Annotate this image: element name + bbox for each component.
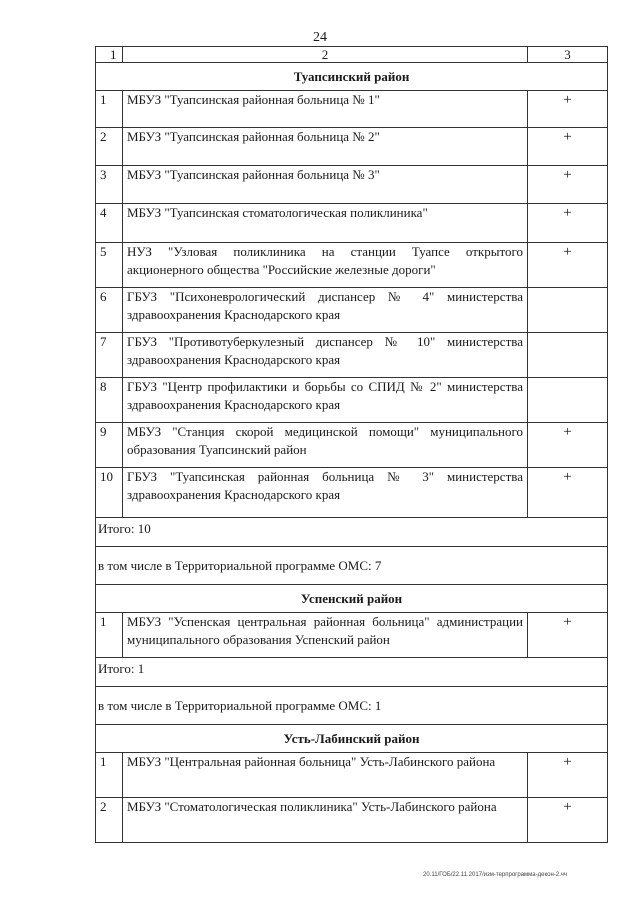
total-count: Итого: 10: [96, 518, 608, 547]
table-row: [96, 91, 608, 128]
total-count: Итого: 1: [96, 658, 608, 687]
table-row: [96, 613, 608, 658]
table-row: [96, 243, 608, 288]
table-row: [96, 166, 608, 204]
row-number: 5: [96, 243, 123, 288]
column-header-2: 2: [123, 47, 528, 63]
row-number: 9: [96, 423, 123, 468]
facility-name: МБУЗ "Туапсинская районная больница № 2": [123, 128, 528, 166]
total-row: [96, 518, 608, 547]
row-number: 10: [96, 468, 123, 518]
row-number: 1: [96, 753, 123, 798]
row-number: 1: [96, 613, 123, 658]
facility-name: МБУЗ "Станция скорой медицинской помощи" муниципального образования Туапсинский район: [123, 423, 528, 468]
section-header-tuapse: [96, 63, 608, 91]
table-row: [96, 128, 608, 166]
column-header-3: 3: [528, 47, 608, 63]
table-row: [96, 468, 608, 518]
facility-name: МБУЗ "Центральная районная больница" Усть-Лабинского района: [123, 753, 528, 798]
facility-name: МБУЗ "Туапсинская районная больница № 1": [123, 91, 528, 128]
table-row: [96, 204, 608, 243]
oms-row: [96, 687, 608, 725]
section-header-uspensky: [96, 585, 608, 613]
oms-mark: [528, 288, 608, 333]
facility-name: МБУЗ "Туапсинская районная больница № 3": [123, 166, 528, 204]
facility-name: МБУЗ "Туапсинская стоматологическая поликлиника": [123, 204, 528, 243]
oms-mark: +: [528, 798, 608, 843]
row-number: 1: [96, 91, 123, 128]
total-row: [96, 658, 608, 687]
oms-mark: +: [528, 91, 608, 128]
facility-name: МБУЗ "Успенская центральная районная больница" администрации муниципального образования Успенский район: [123, 613, 528, 658]
oms-mark: [528, 333, 608, 378]
oms-row: [96, 547, 608, 585]
oms-mark: +: [528, 128, 608, 166]
table-header-row: [96, 47, 608, 63]
oms-mark: +: [528, 753, 608, 798]
page-number: 24: [313, 30, 327, 45]
oms-count: в том числе в Территориальной программе ОМС: 1: [96, 687, 608, 725]
section-title: Усть-Лабинский район: [96, 725, 608, 753]
table-row: [96, 798, 608, 843]
section-title: Туапсинский район: [96, 63, 608, 91]
facility-name: НУЗ "Узловая поликлиника на станции Туапсе открытого акционерного общества "Российские железные дороги": [123, 243, 528, 288]
row-number: 3: [96, 166, 123, 204]
facility-name: ГБУЗ "Туапсинская районная больница № 3" министерства здравоохранения Краснодарского края: [123, 468, 528, 518]
table-row: [96, 378, 608, 423]
row-number: 2: [96, 798, 123, 843]
section-title: Успенский район: [96, 585, 608, 613]
oms-mark: +: [528, 166, 608, 204]
row-number: 6: [96, 288, 123, 333]
table-row: [96, 333, 608, 378]
facilities-table: [95, 46, 608, 843]
oms-mark: +: [528, 613, 608, 658]
column-header-1: 1: [96, 47, 123, 63]
row-number: 2: [96, 128, 123, 166]
document-footer: 20.11/ГОБ/22.11.2017/изм-терпрограмма-декон-2.чч: [423, 872, 568, 878]
oms-mark: +: [528, 243, 608, 288]
table-row: [96, 288, 608, 333]
facility-name: ГБУЗ "Противотуберкулезный диспансер № 10" министерства здравоохранения Краснодарского края: [123, 333, 528, 378]
oms-mark: +: [528, 468, 608, 518]
oms-mark: [528, 378, 608, 423]
oms-mark: +: [528, 204, 608, 243]
facility-name: ГБУЗ "Центр профилактики и борьбы со СПИД № 2" министерства здравоохранения Краснодарского края: [123, 378, 528, 423]
row-number: 7: [96, 333, 123, 378]
oms-mark: +: [528, 423, 608, 468]
table-row: [96, 753, 608, 798]
facility-name: ГБУЗ "Психоневрологический диспансер № 4" министерства здравоохранения Краснодарского края: [123, 288, 528, 333]
row-number: 4: [96, 204, 123, 243]
table-row: [96, 423, 608, 468]
row-number: 8: [96, 378, 123, 423]
oms-count: в том числе в Территориальной программе ОМС: 7: [96, 547, 608, 585]
facility-name: МБУЗ "Стоматологическая поликлиника" Усть-Лабинского района: [123, 798, 528, 843]
section-header-ust-labinsk: [96, 725, 608, 753]
